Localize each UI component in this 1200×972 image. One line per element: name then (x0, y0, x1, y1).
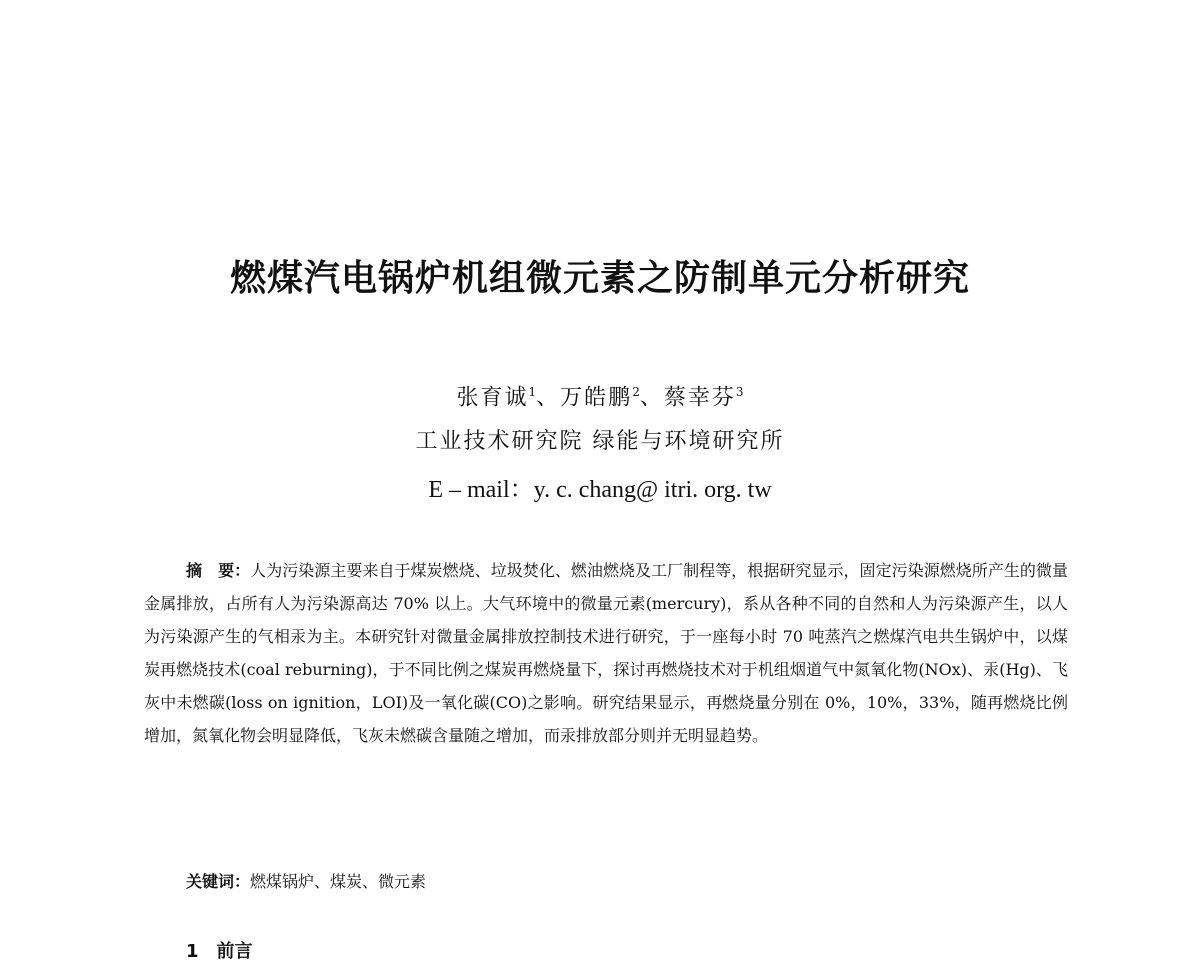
author-name: 蔡幸芬 (663, 385, 736, 411)
abstract-label: 摘 要： (186, 561, 251, 580)
keywords-text: 燃煤锅炉、煤炭、微元素 (250, 872, 427, 891)
author-name: 万皓鹏 (560, 385, 633, 411)
abstract (144, 554, 1068, 752)
keywords-label: 关键词： (186, 872, 251, 891)
author-affiliation-mark: 2 (632, 385, 640, 399)
author-affiliation-mark: 3 (735, 385, 744, 399)
abstract-text: 人为污染源主要来自于煤炭燃烧、垃圾焚化、燃油燃烧及工厂制程等，根据研究显示，固定污染源燃烧所产生的微量金属排放，占所有人为污染源高达 70% 以上。大气环境中的微量元素(mercury)，系从各种不同的自然和人为污染源产生，以人为污染源产生的气相汞为主。本研究针对微量金属排放控制技术进行研究，于一座每小时 70 吨蒸汽之燃煤汽电共生锅炉中，以煤炭再燃烧技术(coal reburning)，于不同比例之煤炭再燃烧量下，探讨再燃烧技术对于机组烟道气中氮氧化物(NOx)、汞(Hg)、飞灰中未燃碳(loss on ignition，LOI)及一氧化碳(CO)之影响。研究结果显示，再燃烧量分别在 0%，10%，33%，随再燃烧比例增加，氮氧化物会明显降低，飞灰未燃碳含量随之增加，而汞排放部分则并无明显趋势。 (144, 561, 1068, 745)
affiliation: 工业技术研究院 绿能与环境研究所 (415, 429, 785, 454)
author-line (0, 372, 1200, 418)
author-separator: 、 (536, 385, 561, 411)
author-affiliation-mark: 1 (528, 385, 537, 399)
author-separator: 、 (639, 385, 664, 411)
paper-title: 燃煤汽电锅炉机组微元素之防制单元分析研究 (229, 257, 970, 299)
author-name: 张育诚 (456, 385, 529, 411)
contact-email: E – mail：y. c. chang@ itri. org. tw (428, 477, 772, 503)
section-heading: 1 前言 (186, 941, 253, 962)
keywords (186, 865, 1066, 898)
